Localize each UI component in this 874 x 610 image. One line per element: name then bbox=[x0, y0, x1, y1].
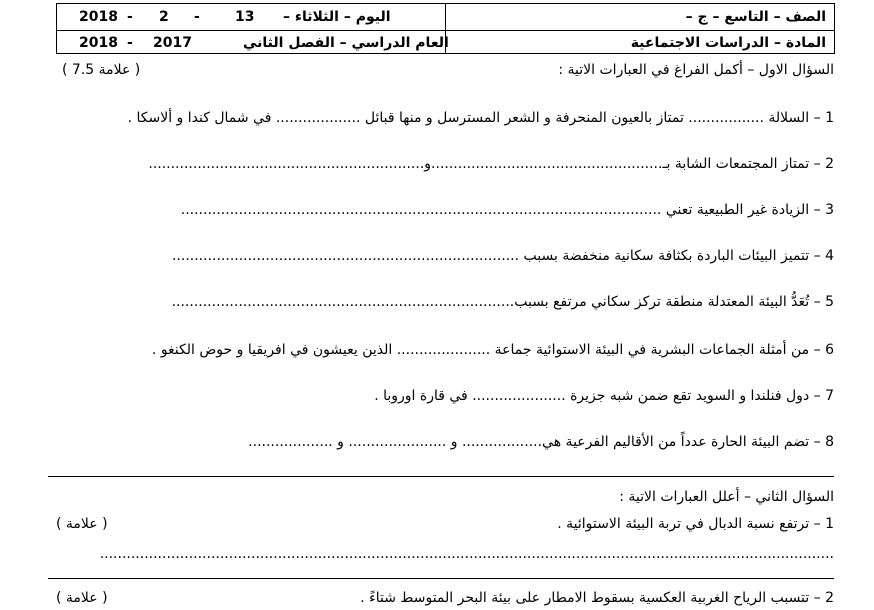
header-divider-horizontal bbox=[57, 30, 834, 31]
date-year: 2018 bbox=[79, 9, 118, 25]
class-label: الصف – التاسع – ج – bbox=[685, 9, 826, 25]
question-1-marks: ( 7.5 علامة ) bbox=[62, 62, 141, 78]
year-separator: - bbox=[127, 35, 133, 51]
q2-item-1: 1 – ترتفع نسبة الدبال في تربة البيئة الاستوائية . bbox=[557, 516, 834, 532]
q1-item-4: 4 – تتميز البيئات الباردة بكثافة سكانية منخفضة بسبب .............................................................................. bbox=[171, 248, 834, 264]
year-end: 2018 bbox=[79, 35, 118, 51]
date-separator: - bbox=[194, 9, 200, 25]
subject-label: المادة – الدراسات الاجتماعية bbox=[630, 35, 826, 51]
term-label: العام الدراسي – الفصل الثاني bbox=[243, 35, 449, 51]
question-1-title: السؤال الاول – أكمل الفراغ في العبارات الاتية : bbox=[558, 62, 834, 78]
q2-item-2: 2 – تتسبب الرياح الغربية العكسية بسقوط الامطار على بيئة البحر المتوسط شتاءً . bbox=[360, 590, 834, 606]
q1-item-5: 5 – تُعَدُّ البيئة المعتدلة منطقة تركز سكاني مرتفع بسبب............................................................................. bbox=[171, 294, 834, 310]
section-divider bbox=[48, 476, 834, 477]
date-day: 13 bbox=[235, 9, 255, 25]
day-label: اليوم – الثلاثاء – bbox=[283, 9, 391, 25]
date-separator: - bbox=[127, 9, 133, 25]
section-divider bbox=[48, 578, 834, 579]
header-table bbox=[56, 3, 835, 54]
q1-item-2: 2 – تمتاز المجتمعات الشابة بـ....................................................و.............................................................. bbox=[148, 156, 834, 172]
q1-item-1: 1 – السلالة ................. تمتاز بالعيون المنحرفة و الشعر المسترسل و منها قبائل ................... في شمال كندا و ألاسكا . bbox=[127, 110, 834, 126]
answer-line: ..................................................................................................................................................................... bbox=[99, 546, 834, 562]
date-month: 2 bbox=[159, 9, 169, 25]
q2-item-2-marks: ( علامة ) bbox=[56, 590, 108, 606]
year-start: 2017 bbox=[153, 35, 192, 51]
q1-item-8: 8 – تضم البيئة الحارة عدداً من الأقاليم الفرعية هي.................. و ...................... و ................... bbox=[248, 434, 834, 450]
question-2-title: السؤال الثاني – أعلل العبارات الاتية : bbox=[619, 489, 834, 505]
q1-item-3: 3 – الزيادة غير الطبيعية تعني ............................................................................................................ bbox=[180, 202, 834, 218]
q1-item-6: 6 – من أمثلة الجماعات البشرية في البيئة الاستوائية جماعة ..................... الذين يعيشون في افريقيا و حوض الكنغو . bbox=[151, 342, 834, 358]
q1-item-7: 7 – دول فنلندا و السويد تقع ضمن شبه جزيرة ..................... في قارة اوروبا . bbox=[374, 388, 834, 404]
q2-item-1-marks: ( علامة ) bbox=[56, 516, 108, 532]
